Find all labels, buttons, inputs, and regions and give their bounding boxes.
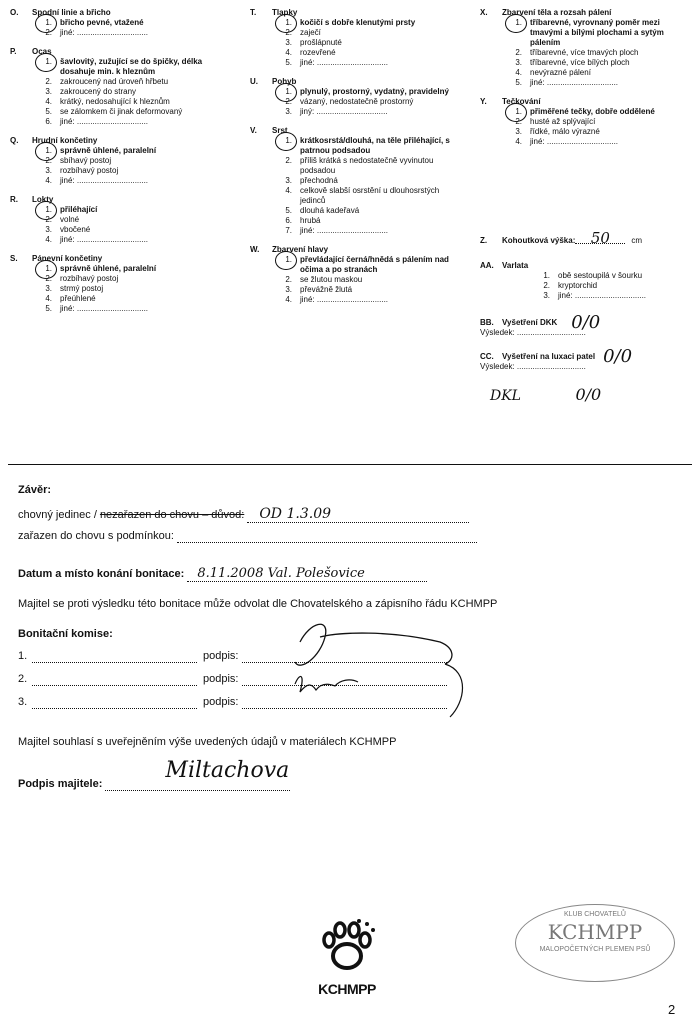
signature-label: podpis: xyxy=(203,696,239,708)
option-item[interactable] xyxy=(272,295,460,305)
option-item[interactable] xyxy=(32,28,225,38)
option-item[interactable] xyxy=(272,275,460,285)
option-item[interactable] xyxy=(272,255,460,275)
option-number: 2. xyxy=(515,48,522,57)
option-item[interactable] xyxy=(32,18,225,28)
option-text: tříbarevné, více bílých ploch xyxy=(530,58,630,67)
option-number: 2. xyxy=(285,156,292,165)
option-number: 2. xyxy=(45,274,52,283)
option-text: převážně žlutá xyxy=(300,285,353,294)
option-item[interactable] xyxy=(32,146,225,156)
section-letter: Y. xyxy=(480,97,487,106)
option-number: 1. xyxy=(32,264,60,274)
option-item[interactable] xyxy=(272,28,460,38)
option-text: jiné: ................................ xyxy=(60,176,149,185)
option-text: šavlovitý, zužující se do špičky, délka dosahuje min. k hleznům xyxy=(60,57,203,76)
option-number: 1. xyxy=(32,146,60,156)
commission-title: Bonitační komise: xyxy=(18,628,113,640)
option-item[interactable] xyxy=(272,87,460,97)
conclusion-line-2 xyxy=(18,530,518,543)
patela-result: Výsledek: ............................... xyxy=(480,362,586,371)
option-item[interactable] xyxy=(32,225,225,235)
column-right xyxy=(480,8,685,156)
option-item[interactable] xyxy=(32,97,225,107)
option-text: břicho pevné, vtažené xyxy=(60,18,144,27)
option-item[interactable] xyxy=(502,48,685,58)
option-number: 4. xyxy=(45,176,52,185)
section-w xyxy=(250,245,460,305)
option-number: 4. xyxy=(285,295,292,304)
option-item[interactable] xyxy=(32,107,225,117)
option-item[interactable] xyxy=(530,271,685,281)
option-number: 3. xyxy=(285,285,292,294)
option-text: kočičí s dobře klenutými prsty xyxy=(300,18,416,27)
option-text: celkově slabší osrstění u dlouhosrstých jedinců xyxy=(300,186,440,205)
member-number: 1. xyxy=(18,650,28,662)
option-item[interactable] xyxy=(272,48,460,58)
varlata-items xyxy=(480,271,685,301)
option-item[interactable] xyxy=(502,78,685,88)
owner-signature-field[interactable] xyxy=(105,758,290,791)
section-title: Tlapky xyxy=(272,8,298,17)
section-r xyxy=(10,195,225,245)
option-item[interactable] xyxy=(32,294,225,304)
option-item[interactable] xyxy=(32,156,225,166)
option-number: 6. xyxy=(285,216,292,225)
option-text: správně úhlené, paralelní xyxy=(60,264,157,273)
option-text: krátkosrstá/dlouhá, na těle přiléhající, s patrnou podsadou xyxy=(300,136,450,155)
option-text: správně úhlené, paralelní xyxy=(60,146,157,155)
dkk-result: Výsledek: ............................... xyxy=(480,328,586,337)
option-item[interactable] xyxy=(32,77,225,87)
member-name-field[interactable] xyxy=(32,673,197,686)
option-item[interactable] xyxy=(502,117,685,127)
option-number: 2. xyxy=(45,28,52,37)
section-title: Spodní linie a břicho xyxy=(32,8,111,17)
option-item[interactable] xyxy=(272,206,460,216)
option-text: obě sestoupilá v šourku xyxy=(558,271,643,280)
option-number: 4. xyxy=(45,97,52,106)
dkl-value: 0/0 xyxy=(575,385,602,404)
option-text: zakroucený nad úroveň hřbetu xyxy=(60,77,169,86)
logo-text: KCHMPP xyxy=(318,981,376,997)
section-letter: Z. xyxy=(480,236,488,245)
option-text: zaječí xyxy=(300,28,321,37)
option-item[interactable] xyxy=(272,216,460,226)
option-item[interactable] xyxy=(32,166,225,176)
section-title: Ocas xyxy=(32,47,52,56)
option-number: 2. xyxy=(45,156,52,165)
stamp-bottom: MALOPOČETNÝCH PLEMEN PSŮ xyxy=(539,946,651,953)
option-text: rozbíhavý postoj xyxy=(60,166,119,175)
column-left xyxy=(10,8,225,323)
option-number: 5. xyxy=(515,78,522,87)
option-number: 1. xyxy=(272,255,300,275)
option-number: 3. xyxy=(45,87,52,96)
option-item[interactable] xyxy=(530,291,685,301)
option-number: 3. xyxy=(515,127,522,136)
option-text: sbíhavý postoj xyxy=(60,156,112,165)
stamp-top: KLUB CHOVATELŮ xyxy=(564,911,626,918)
section-p xyxy=(10,47,225,127)
option-text: jiné: ................................ xyxy=(558,291,647,300)
option-text: jiné: ................................ xyxy=(60,28,149,37)
paw-print-icon xyxy=(317,918,377,976)
section-q xyxy=(10,136,225,186)
option-number: 4. xyxy=(515,68,522,77)
option-number: 1. xyxy=(272,18,300,28)
section-o xyxy=(10,8,225,38)
option-text: volné xyxy=(60,215,80,224)
option-item[interactable] xyxy=(272,186,460,206)
option-number: 2. xyxy=(285,28,292,37)
consent-text: Majitel souhlasí s uveřejněním výše uvedených údajů v materiálech KCHMPP xyxy=(18,736,397,748)
dkl-label: DKL xyxy=(490,388,521,404)
member-name-field[interactable] xyxy=(32,650,197,663)
option-text: jiné: ................................ xyxy=(530,78,619,87)
section-letter: W. xyxy=(250,245,260,254)
column-middle xyxy=(250,8,460,314)
member-number: 3. xyxy=(18,696,28,708)
kchmpp-logo xyxy=(312,918,382,1003)
option-number: 1. xyxy=(272,87,300,97)
option-number: 3. xyxy=(45,284,52,293)
option-number: 2. xyxy=(45,77,52,86)
option-item[interactable] xyxy=(272,285,460,295)
option-number: 4. xyxy=(515,137,522,146)
option-number: 1. xyxy=(32,57,60,77)
option-number: 4. xyxy=(45,235,52,244)
section-letter: R. xyxy=(10,195,18,204)
section-patela xyxy=(480,346,685,372)
option-text: nevýrazné pálení xyxy=(530,68,591,77)
section-letter: U. xyxy=(250,77,258,86)
option-text: přiměřené tečky, dobře oddělené xyxy=(530,107,655,116)
option-number: 3. xyxy=(45,225,52,234)
stamp-center: KCHMPP xyxy=(547,920,643,944)
option-item[interactable] xyxy=(32,215,225,225)
option-item[interactable] xyxy=(32,57,225,77)
option-item[interactable] xyxy=(502,68,685,78)
option-text: krátký, nedosahující k hleznům xyxy=(60,97,170,106)
section-letter: T. xyxy=(250,8,257,17)
option-text: jiné: ................................ xyxy=(300,295,389,304)
option-item[interactable] xyxy=(272,156,460,176)
section-v xyxy=(250,126,460,236)
option-item[interactable] xyxy=(530,281,685,291)
option-item[interactable] xyxy=(32,205,225,215)
section-letter: Q. xyxy=(10,136,19,145)
option-number: 3. xyxy=(285,38,292,47)
option-text: převládající černá/hnědá s pálením nad očima a po stranách xyxy=(300,255,449,274)
member-number: 2. xyxy=(18,673,28,685)
option-text: jiné: ................................ xyxy=(60,304,149,313)
section-letter: O. xyxy=(10,8,19,17)
option-number: 5. xyxy=(285,206,292,215)
page-number: 2 xyxy=(668,1002,676,1017)
section-letter: X. xyxy=(480,8,488,17)
dkl-note xyxy=(490,385,601,404)
option-item[interactable] xyxy=(272,18,460,28)
section-title: Hrudní končetiny xyxy=(32,136,98,145)
option-text: řídké, málo výrazné xyxy=(530,127,600,136)
option-number: 2. xyxy=(285,275,292,284)
option-number: 4. xyxy=(45,294,52,303)
option-number: 3. xyxy=(285,107,292,116)
option-number: 6. xyxy=(45,117,52,126)
section-letter: P. xyxy=(10,47,17,56)
option-text: se žlutou maskou xyxy=(300,275,363,284)
section-varlata xyxy=(480,261,685,301)
option-number: 1. xyxy=(32,205,60,215)
option-text: plynulý, prostorný, vydatný, pravidelný xyxy=(300,87,449,96)
section-title: Tečkování xyxy=(502,97,541,106)
section-title: Zbarvení těla a rozsah pálení xyxy=(502,8,612,17)
option-item[interactable] xyxy=(32,176,225,186)
option-number: 5. xyxy=(285,58,292,67)
option-text: jiné: ................................ xyxy=(530,137,619,146)
option-text: se zálomkem či jinak deformovaný xyxy=(60,107,183,116)
option-text: přeúhlené xyxy=(60,294,96,303)
option-number: 1. xyxy=(272,136,300,156)
option-text: hrubá xyxy=(300,216,321,225)
option-number: 5. xyxy=(45,304,52,313)
option-item[interactable] xyxy=(32,284,225,294)
member-name-field[interactable] xyxy=(32,696,197,709)
club-stamp xyxy=(515,904,675,982)
section-x xyxy=(480,8,685,88)
option-number: 3. xyxy=(285,176,292,185)
option-number: 3. xyxy=(515,58,522,67)
option-text: kryptorchid xyxy=(558,281,598,290)
section-title: Zbarvení hlavy xyxy=(272,245,329,254)
option-number: 1. xyxy=(502,107,530,117)
date-place-value[interactable]: 8.11.2008 Val. Polešovice xyxy=(187,566,427,582)
dkk-value[interactable]: 0/0 xyxy=(571,312,601,333)
kohoutkova-unit: cm xyxy=(631,236,643,245)
option-item[interactable] xyxy=(32,264,225,274)
option-item[interactable] xyxy=(272,176,460,186)
option-item[interactable] xyxy=(502,137,685,147)
option-item[interactable] xyxy=(32,235,225,245)
option-text: jiné: ................................ xyxy=(300,226,389,235)
line1-prefix: chovný jedinec / xyxy=(18,509,100,521)
section-letter: BB. xyxy=(480,318,494,327)
option-number: 2. xyxy=(45,215,52,224)
option-number: 3. xyxy=(45,166,52,175)
option-text: jiné: ................................ xyxy=(60,235,149,244)
line1-struck: nezařazen do chovu – důvod: xyxy=(99,509,245,521)
section-title: Varlata xyxy=(502,261,529,270)
conclusion-line-1 xyxy=(18,506,518,523)
line2-label: zařazen do chovu s podmínkou: xyxy=(18,530,174,542)
option-number: 1. xyxy=(502,18,530,48)
section-s xyxy=(10,254,225,314)
option-number: 3. xyxy=(543,291,550,300)
option-text: jiné: ................................ xyxy=(300,58,389,67)
option-text: zakroucený do strany xyxy=(60,87,137,96)
option-text: přechodná xyxy=(300,176,338,185)
option-text: jiné: ................................ xyxy=(60,117,149,126)
section-u xyxy=(250,77,460,117)
option-number: 4. xyxy=(285,48,292,57)
option-item[interactable] xyxy=(32,117,225,127)
section-letter: S. xyxy=(10,254,18,263)
owner-signature-row xyxy=(18,758,338,791)
option-item[interactable] xyxy=(272,38,460,48)
option-text: přiléhající xyxy=(60,205,98,214)
option-number: 2. xyxy=(543,281,550,290)
option-item[interactable] xyxy=(272,97,460,107)
patela-value[interactable]: 0/0 xyxy=(603,346,633,367)
kohoutkova-value[interactable]: 50 xyxy=(575,233,625,244)
kohoutkova-label: Kohoutková výška: xyxy=(502,236,576,245)
section-divider xyxy=(8,464,692,465)
kohoutkova-vyska xyxy=(480,229,690,247)
option-text: vbočené xyxy=(60,225,91,234)
option-item[interactable] xyxy=(32,274,225,284)
owner-signature: Miltachova xyxy=(165,758,290,783)
option-item[interactable] xyxy=(502,58,685,68)
option-text: tříbarevné, vyrovnaný poměr mezi tmavými a bílými plochami a sytým pálením xyxy=(530,18,664,47)
option-text: tříbarevné, více tmavých ploch xyxy=(530,48,639,57)
option-text: dlouhá kadeřavá xyxy=(300,206,360,215)
date-label: Datum a místo konání bonitace: xyxy=(18,568,185,580)
option-item[interactable] xyxy=(272,136,460,156)
section-title: Pánevní končetiny xyxy=(32,254,103,263)
signature-label: podpis: xyxy=(203,673,239,685)
option-item[interactable] xyxy=(502,127,685,137)
section-dkk xyxy=(480,312,685,338)
option-number: 1. xyxy=(543,271,550,280)
option-number: 5. xyxy=(45,107,52,116)
option-text: prošlápnuté xyxy=(300,38,342,47)
section-title: Vyšetření DKK xyxy=(502,318,558,327)
owner-label: Podpis majitele: xyxy=(18,778,103,790)
option-text: rozevřené xyxy=(300,48,336,57)
section-y xyxy=(480,97,685,147)
conclusion-title: Závěr: xyxy=(18,484,52,496)
commission-signatures xyxy=(240,612,480,722)
option-item[interactable] xyxy=(272,226,460,236)
section-letter: CC. xyxy=(480,352,494,361)
option-text: strmý postoj xyxy=(60,284,104,293)
option-item[interactable] xyxy=(272,107,460,117)
section-title: Srst xyxy=(272,126,288,135)
option-text: vázaný, nedostatečně prostorný xyxy=(300,97,414,106)
section-title: Lokty xyxy=(32,195,54,204)
option-item[interactable] xyxy=(502,107,685,117)
option-number: 1. xyxy=(32,18,60,28)
option-text: husté až splývající xyxy=(530,117,596,126)
date-place-row xyxy=(18,566,518,582)
option-item[interactable] xyxy=(502,18,685,48)
section-letter: AA. xyxy=(480,261,494,270)
signature-label: podpis: xyxy=(203,650,239,662)
section-letter: V. xyxy=(250,126,257,135)
condition-field[interactable] xyxy=(177,530,477,543)
appeal-text: Majitel se proti výsledku této bonitace může odvolat dle Chovatelského a zápisního řádu KCHMPP xyxy=(18,598,498,610)
option-number: 2. xyxy=(285,97,292,106)
option-number: 2. xyxy=(515,117,522,126)
section-title: Pohyb xyxy=(272,77,297,86)
option-text: jiný: ................................ xyxy=(300,107,388,116)
section-t xyxy=(250,8,460,68)
option-number: 7. xyxy=(285,226,292,235)
option-item[interactable] xyxy=(32,304,225,314)
section-title: Vyšetření na luxaci patel xyxy=(502,352,596,361)
option-text: rozbíhavý postoj xyxy=(60,274,119,283)
exclusion-reason[interactable]: OD 1.3.09 xyxy=(247,506,469,523)
option-number: 4. xyxy=(285,186,292,195)
option-item[interactable] xyxy=(32,87,225,97)
option-item[interactable] xyxy=(272,58,460,68)
option-text: příliš krátká s nedostatečně vyvinutou podsadou xyxy=(300,156,434,175)
